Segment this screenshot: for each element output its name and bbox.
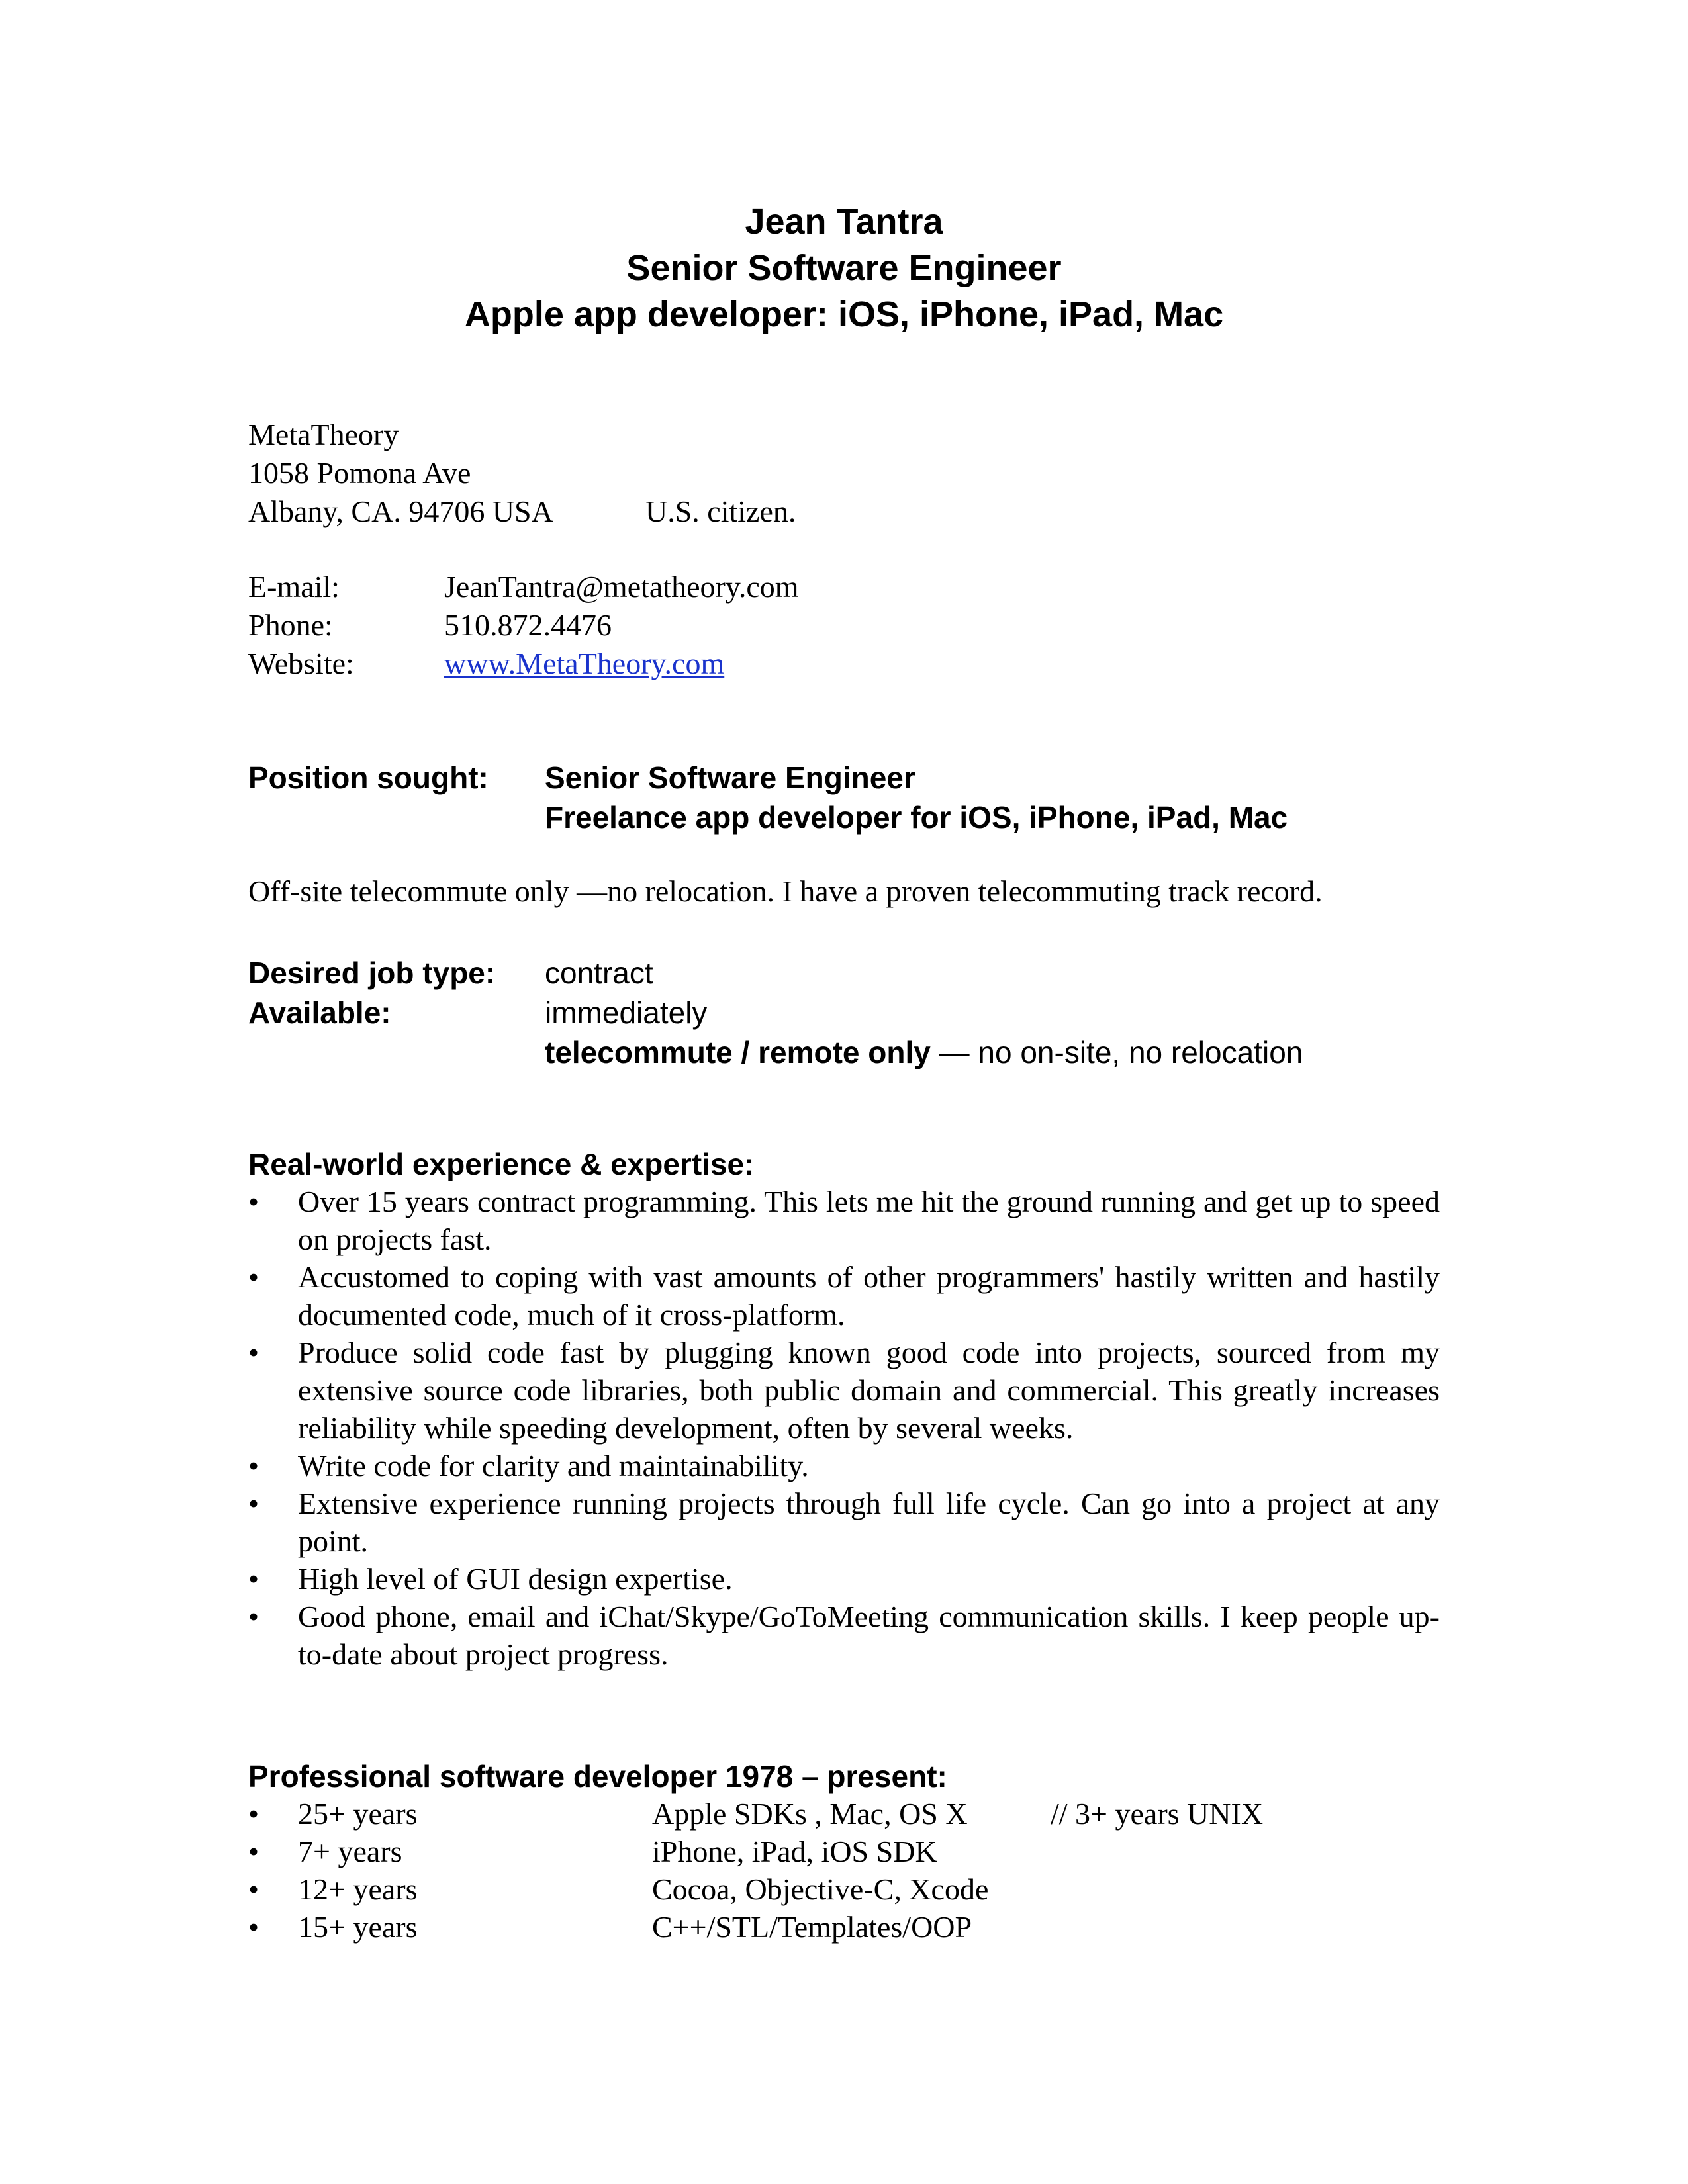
list-item <box>248 1598 1440 1673</box>
skill-years: 25+ years <box>298 1797 418 1831</box>
skills-list <box>248 1795 1440 1946</box>
candidate-name: Jean Tantra <box>745 202 943 242</box>
available-value: immediately <box>545 995 708 1030</box>
job-type-value: contract <box>545 956 653 990</box>
city-address: Albany, CA. 94706 USA <box>248 494 553 528</box>
experience-item-6: High level of GUI design expertise. <box>298 1562 733 1596</box>
skill-tech: Cocoa, Objective-C, Xcode <box>652 1872 989 1906</box>
skill-tech: iPhone, iPad, iOS SDK <box>652 1835 937 1868</box>
email-value: JeanTantra@metatheory.com <box>444 570 799 604</box>
street-address: 1058 Pomona Ave <box>248 456 471 490</box>
position-label: Position sought: <box>248 760 489 795</box>
email-label: E-mail: <box>248 570 340 604</box>
remote-rest: — no on-site, no relocation <box>930 1035 1303 1069</box>
experience-item-4: Write code for clarity and maintainability. <box>298 1449 809 1482</box>
candidate-title: Senior Software Engineer <box>626 248 1062 288</box>
resume-header <box>0 199 1688 338</box>
website-link[interactable]: www.MetaTheory.com <box>444 647 725 680</box>
citizenship: U.S. citizen. <box>645 494 796 528</box>
candidate-subtitle: Apple app developer: iOS, iPhone, iPad, Mac <box>464 295 1224 334</box>
professional-heading: Professional software developer 1978 – present: <box>248 1759 947 1794</box>
phone-label: Phone: <box>248 608 333 642</box>
skill-years: 15+ years <box>298 1910 418 1944</box>
experience-heading: Real-world experience & expertise: <box>248 1147 755 1181</box>
list-item <box>248 1258 1440 1334</box>
bullet-icon: • <box>248 1835 259 1868</box>
experience-list <box>248 1183 1440 1673</box>
list-item <box>248 1484 1440 1560</box>
list-item <box>248 1560 1440 1598</box>
bullet-icon: • <box>248 1562 259 1596</box>
bullet-icon: • <box>248 1260 259 1294</box>
list-item <box>248 1908 1440 1946</box>
email-row <box>248 568 799 606</box>
skill-tech: Apple SDKs , Mac, OS X <box>652 1797 968 1831</box>
experience-item-3: Produce solid code fast by plugging known good code into projects, sourced from my extensive source code libraries, both public domain and commercial. This greatly increases reliability while speeding development, often by several weeks. <box>298 1336 1440 1445</box>
website-row <box>248 645 725 683</box>
bullet-icon: • <box>248 1872 259 1906</box>
contact-block <box>248 568 799 683</box>
bullet-icon: • <box>248 1486 259 1520</box>
address-block <box>248 416 796 531</box>
phone-row <box>248 606 612 645</box>
bullet-icon: • <box>248 1449 259 1482</box>
bullet-icon: • <box>248 1910 259 1944</box>
phone-value: 510.872.4476 <box>444 608 612 642</box>
list-item <box>248 1870 1440 1908</box>
bullet-icon: • <box>248 1797 259 1831</box>
experience-item-5: Extensive experience running projects through full life cycle. Can go into a project at any point. <box>298 1486 1440 1558</box>
position-line-1: Senior Software Engineer <box>545 760 915 795</box>
list-item <box>248 1833 1440 1870</box>
list-item <box>248 1183 1440 1258</box>
city-line <box>248 492 796 531</box>
skill-note: // 3+ years UNIX <box>1051 1797 1264 1831</box>
experience-item-2: Accustomed to coping with vast amounts of other programmers' hastily written and hastily documented code, much of it cross-platform. <box>298 1260 1440 1332</box>
position-line-2: Freelance app developer for iOS, iPhone, iPad, Mac <box>545 800 1288 835</box>
bullet-icon: • <box>248 1600 259 1633</box>
bullet-icon: • <box>248 1336 259 1369</box>
experience-item-1: Over 15 years contract programming. This lets me hit the ground running and get up to speed on projects fast. <box>298 1185 1440 1256</box>
skill-years: 12+ years <box>298 1872 418 1906</box>
available-label: Available: <box>248 995 391 1030</box>
experience-item-7: Good phone, email and iChat/Skype/GoToMeeting communication skills. I keep people up-to-date about project progress. <box>298 1600 1440 1671</box>
website-label: Website: <box>248 647 354 680</box>
remote-bold: telecommute / remote only <box>545 1035 931 1069</box>
skill-tech: C++/STL/Templates/OOP <box>652 1910 972 1944</box>
list-item <box>248 1334 1440 1447</box>
bullet-icon: • <box>248 1185 259 1218</box>
list-item <box>248 1795 1440 1833</box>
skill-years: 7+ years <box>298 1835 402 1868</box>
job-type-label: Desired job type: <box>248 956 496 990</box>
list-item <box>248 1447 1440 1484</box>
telecommute-note: Off-site telecommute only —no relocation. I have a proven telecommuting track record. <box>248 874 1323 908</box>
remote-value <box>545 1032 1303 1072</box>
company-name: MetaTheory <box>248 418 399 451</box>
